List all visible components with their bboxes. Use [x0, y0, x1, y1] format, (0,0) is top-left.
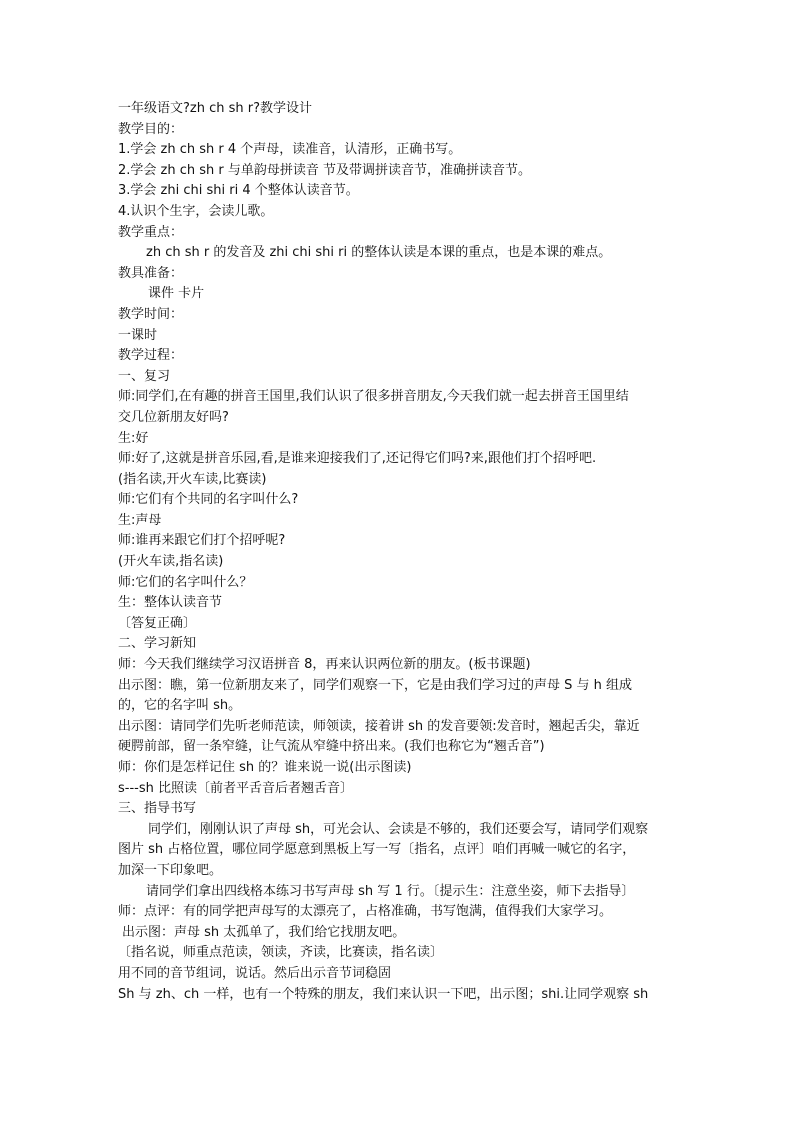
- document-line: 3.学会 zhi chi shi ri 4 个整体认读音节。: [118, 183, 359, 199]
- document-line: 一年级语文?zh ch sh r?教学设计: [118, 101, 313, 116]
- document-line: 师：今天我们继续学习汉语拼音 8，再来认识两位新的朋友。(板书课题): [118, 657, 531, 673]
- document-line: 一课时: [118, 327, 158, 343]
- document-line: 硬腭前部，留一条窄缝，让气流从窄缝中挤出来。(我们也称它为“翘舌音”): [118, 739, 545, 755]
- document-line: 2.学会 zh ch sh r 与单韵母拼读音 节及带调拼读音节，准确拼读音节。: [118, 162, 532, 178]
- document-line: 同学们，刚刚认识了声母 sh，可光会认、会读是不够的，我们还要会写，请同学们观察: [148, 821, 649, 837]
- document-line: s---sh 比照读〔前者平舌音后者翘舌音〕: [118, 780, 353, 796]
- document-line: (开火车读,指名读): [118, 554, 224, 570]
- document-line: 用不同的音节组词，说话。然后出示音节词稳固: [118, 965, 392, 981]
- document-line: 教学目的：: [118, 121, 184, 137]
- document-line: 出示图：瞧，第一位新朋友来了，同学们观察一下，它是由我们学习过的声母 S 与 h 组成: [118, 677, 633, 693]
- document-line: 出示图：请同学们先听老师范读，师领读，接着讲 sh 的发音要领:发音时，翘起舌尖，靠近: [118, 718, 640, 734]
- document-line: 二、学习新知: [118, 636, 197, 652]
- document-line: Sh 与 zh、ch 一样，也有一个特殊的朋友，我们来认识一下吧，出示图；shi.让同学观察 sh: [118, 986, 649, 1002]
- document-line: 生：整体认读音节: [118, 595, 223, 611]
- document-line: 1.学会 zh ch sh r 4 个声母，读准音，认清形，正确书写。: [118, 142, 462, 158]
- document-line: 教具准备：: [118, 265, 184, 281]
- document-line: 的，它的名字叫 sh。: [118, 698, 242, 714]
- document-line: zh ch sh r 的发音及 zhi chi shi ri 的整体认读是本课的重点，也是本课的难点。: [146, 245, 612, 261]
- document-line: 师:同学们,在有趣的拼音王国里,我们认识了很多拼音朋友,今天我们就一起去拼音王国里结: [118, 389, 629, 405]
- document-line: 师：你们是怎样记住 sh 的？谁来说一说(出示图读): [118, 760, 412, 775]
- document-line: 师:好了,这就是拼音乐园,看,是谁来迎接我们了,还记得它们吗?来,跟他们打个招呼吧.: [118, 451, 597, 467]
- document-line: 师:它们有个共同的名字叫什么?: [118, 492, 299, 508]
- document-line: 交几位新朋友好吗?: [118, 409, 229, 425]
- document-line: 一、复习: [118, 368, 171, 384]
- document-line: 出示图：声母 sh 太孤单了，我们给它找朋友吧。: [122, 924, 406, 940]
- document-line: 教学重点：: [118, 224, 184, 240]
- document-line: 三、指导书写: [118, 801, 197, 817]
- document-line: 4.认识个生字，会读儿歌。: [118, 203, 274, 219]
- document-line: 生:声母: [118, 512, 162, 528]
- document-line: 教学时间：: [118, 306, 184, 322]
- document-line: 加深一下印象吧。: [118, 862, 223, 878]
- document-line: 师：点评：有的同学把声母写的太漂亮了，占格准确，书写饱满，值得我们大家学习。: [118, 904, 613, 920]
- document-line: 师:它们的名字叫什么？: [118, 574, 253, 590]
- document-line: 教学过程：: [118, 348, 184, 364]
- document-line: 师:谁再来跟它们打个招呼呢?: [118, 533, 286, 549]
- document-line: (指名读,开火车读,比赛读): [118, 471, 267, 487]
- document-line: 图片 sh 占格位置，哪位同学愿意到黑板上写一写〔指名，点评〕咱们再喊一喊它的名字，: [118, 842, 636, 858]
- document-line: 请同学们拿出四线格本练习书写声母 sh 写 1 行。〔提示生：注意坐姿，师下去指导〕: [146, 883, 635, 899]
- document-line: 生:好: [118, 430, 149, 446]
- document-line: 〔答复正确〕: [118, 615, 197, 631]
- document-page: [118, 99, 678, 1005]
- document-line: 课件 卡片: [148, 286, 205, 302]
- document-line: 〔指名说，师重点范读，领读，齐读，比赛读，指名读〕: [118, 945, 444, 961]
